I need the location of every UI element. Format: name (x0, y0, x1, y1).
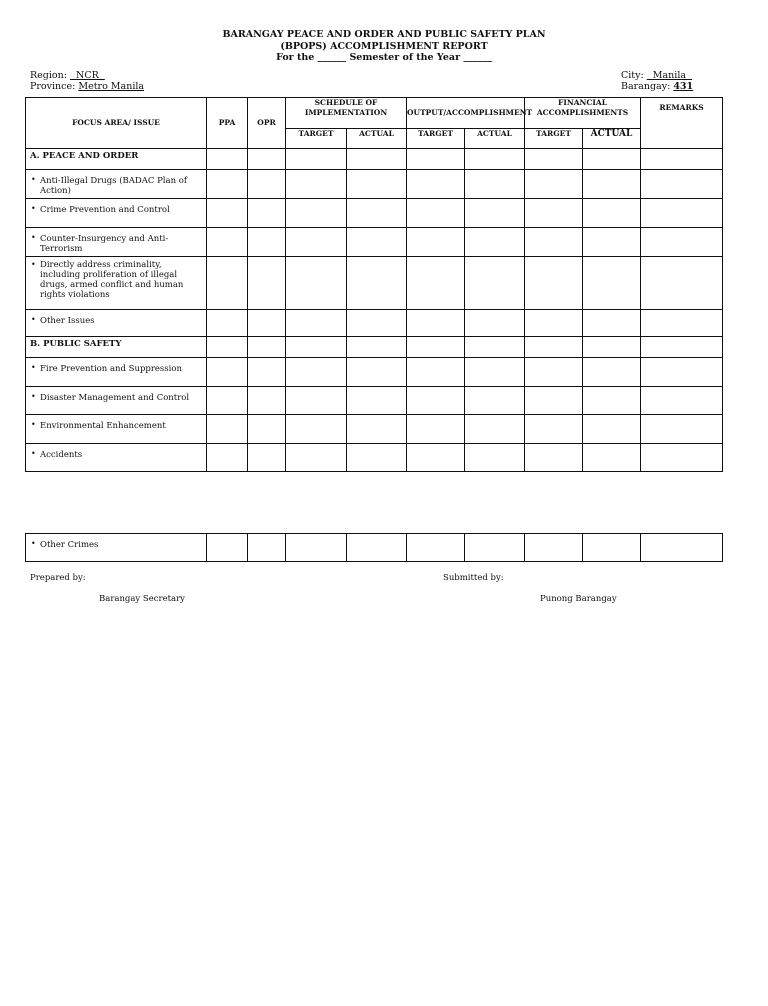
bullet-icon: • (31, 204, 36, 213)
other-crimes-table (25, 533, 723, 562)
table-row (26, 444, 723, 472)
city-row (621, 70, 692, 81)
table-row (26, 358, 723, 387)
accomplishment-table (25, 97, 723, 472)
bullet-icon: • (31, 392, 36, 401)
remarks-header: REMARKS (641, 98, 723, 149)
focus-area-cell (26, 199, 207, 228)
schedule-header: SCHEDULE OF IMPLEMENTATION (286, 98, 407, 129)
bullet-icon: • (31, 449, 36, 458)
submitted-by-label: Submitted by: (443, 573, 504, 583)
bullet-icon: • (31, 175, 36, 184)
focus-area-cell (26, 387, 207, 415)
output-actual-header: ACTUAL (465, 129, 525, 149)
output-header: OUTPUT/ACCOMPLISHMENT (407, 98, 525, 129)
province-label: Province: (30, 81, 76, 92)
focus-area-cell (26, 415, 207, 444)
barangay-secretary-label: Barangay Secretary (99, 594, 185, 604)
focus-area-label: Other Crimes (40, 540, 99, 550)
focus-area-label: Crime Prevention and Control (40, 205, 170, 215)
financial-actual-header: ACTUAL (583, 129, 641, 149)
report-title-line1: BARANGAY PEACE AND ORDER AND PUBLIC SAFETY PLAN (222, 29, 546, 40)
focus-area-cell (26, 534, 207, 562)
bullet-icon: • (31, 260, 36, 269)
focus-area-label: Directly address criminality, including proliferation of illegal drugs, armed conflict and human rights violations (40, 260, 184, 300)
barangay-row (621, 81, 693, 92)
schedule-target-header: TARGET (286, 129, 347, 149)
focus-area-header: FOCUS AREA/ ISSUE (26, 98, 207, 149)
punong-barangay-label: Punong Barangay (540, 594, 617, 604)
section-row-peace-order (26, 149, 723, 170)
focus-area-cell (26, 170, 207, 199)
table-row (26, 199, 723, 228)
section-public-safety: B. PUBLIC SAFETY (26, 337, 207, 358)
table-row (26, 310, 723, 337)
schedule-actual-header: ACTUAL (347, 129, 407, 149)
city-value: Manila (646, 70, 693, 81)
region-label: Region: (30, 70, 67, 81)
barangay-value: 431 (673, 81, 694, 92)
focus-area-label: Disaster Management and Control (40, 393, 190, 403)
province-row (30, 81, 144, 92)
table-row (26, 257, 723, 310)
bullet-icon: • (31, 539, 36, 548)
focus-area-label: Fire Prevention and Suppression (40, 364, 182, 374)
header-row-1 (26, 98, 723, 129)
focus-area-label: Other Issues (40, 316, 95, 326)
focus-area-cell (26, 444, 207, 472)
financial-target-header: TARGET (525, 129, 583, 149)
ppa-header: PPA (207, 98, 248, 149)
bullet-icon: • (31, 420, 36, 429)
report-title-line3: For the ______ Semester of the Year ______ (276, 52, 492, 63)
table-row (26, 415, 723, 444)
focus-area-cell (26, 310, 207, 337)
city-label: City: (621, 70, 644, 81)
focus-area-cell (26, 228, 207, 257)
financial-header: FINANCIAL ACCOMPLISHMENTS (525, 98, 641, 129)
table-row (26, 228, 723, 257)
table-row (26, 534, 723, 562)
output-target-header: TARGET (407, 129, 465, 149)
report-title-line2: (BPOPS) ACCOMPLISHMENT REPORT (280, 41, 488, 52)
focus-area-cell (26, 257, 207, 310)
focus-area-label: Counter-Insurgency and Anti-Terrorism (40, 234, 169, 254)
opr-header: OPR (248, 98, 286, 149)
barangay-label: Barangay: (621, 81, 671, 92)
focus-area-label: Environmental Enhancement (40, 421, 166, 431)
focus-area-cell (26, 358, 207, 387)
bullet-icon: • (31, 363, 36, 372)
bullet-icon: • (31, 233, 36, 242)
focus-area-label: Anti-Illegal Drugs (BADAC Plan of Action) (40, 176, 188, 196)
prepared-by-label: Prepared by: (30, 573, 86, 583)
table-row (26, 170, 723, 199)
region-value: NCR (69, 70, 105, 81)
region-row (30, 70, 105, 81)
table-row (26, 387, 723, 415)
bullet-icon: • (31, 315, 36, 324)
province-value: Metro Manila (78, 81, 145, 92)
section-peace-order: A. PEACE AND ORDER (26, 149, 207, 170)
focus-area-label: Accidents (40, 450, 83, 460)
section-row-public-safety (26, 337, 723, 358)
